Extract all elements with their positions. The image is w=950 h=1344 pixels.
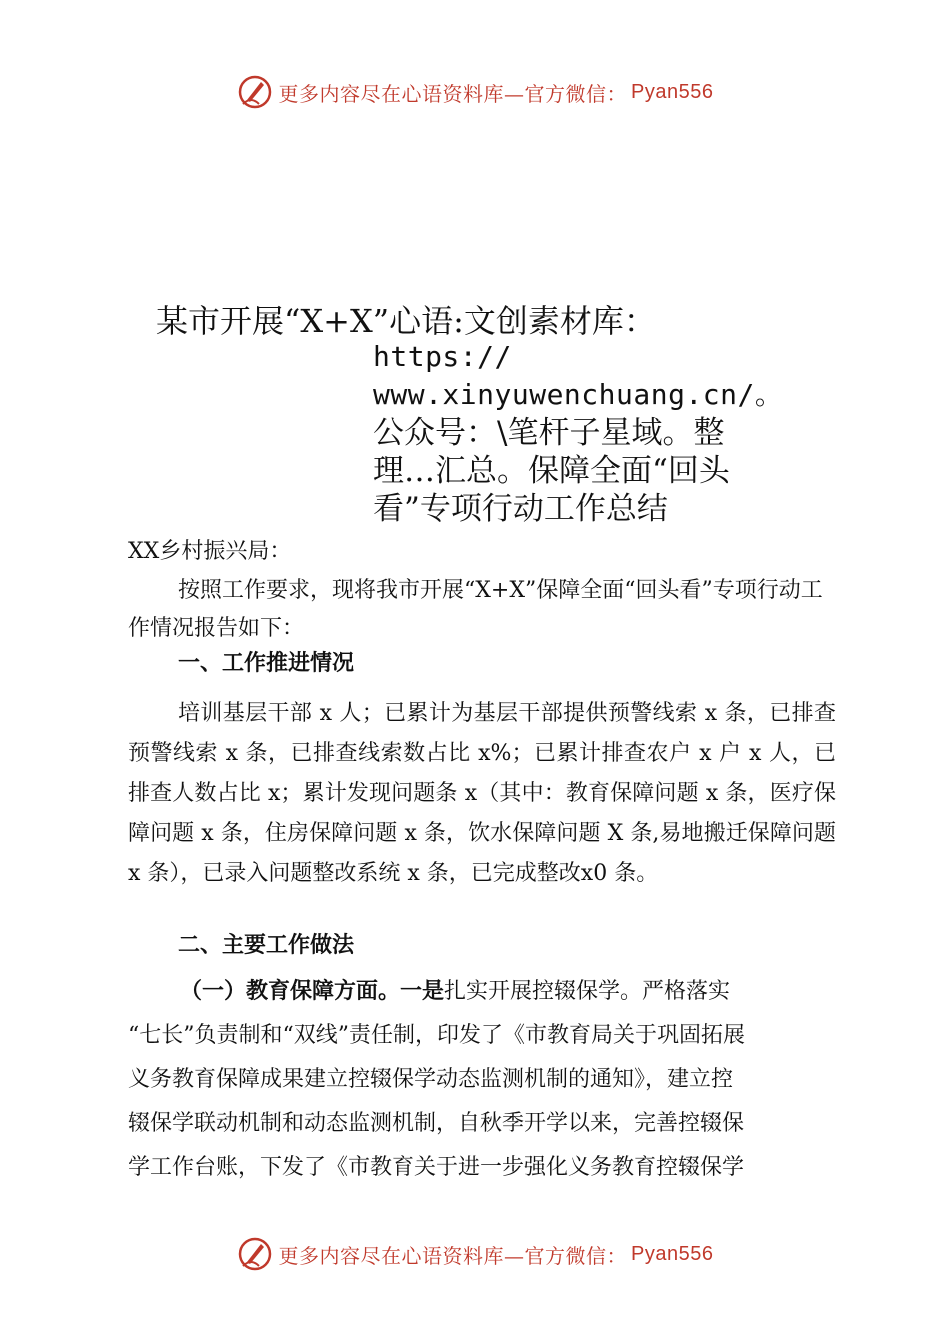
education-line1 [128,970,836,1014]
salutation: XX乡村振兴局： [128,539,292,564]
header-watermark-banner [0,72,950,112]
title-line5: 理…汇总。保障全面“回头 [373,453,730,489]
education-label: （一）教育保障方面。一是 [180,979,445,1004]
banner-wechat-id: Pyan556 [631,1242,714,1265]
title-url-line2: www.xinyuwenchuang.cn/。 [373,378,784,411]
intro-paragraph: 按照工作要求，现将我市开展“X+X”保障全面“回头看”专项行动工作情况报告如下： [128,578,823,641]
banner-wechat-id: Pyan556 [631,80,714,103]
education-line4: 辍保学联动机制和动态监测机制，自秋季开学以来，完善控辍保 [128,1111,745,1136]
section2-heading: 二、主要工作做法 [178,933,355,958]
education-line3: 义务教育保障成果建立控辍保学动态监测机制的通知》，建立控 [128,1067,734,1092]
banner-text: 更多内容尽在心语资料库—官方微信： [278,81,628,106]
banner-text: 更多内容尽在心语资料库—官方微信： [278,1243,628,1268]
education-line1-text: 扎实开展控辍保学。严格落实 [444,979,731,1004]
section1-heading: 一、工作推进情况 [178,651,355,676]
education-line2: “七长”负责制和“双线”责任制，印发了《市教育局关于巩固拓展 [128,1023,745,1048]
education-line5: 学工作台账，下发了《市教育关于进一步强化义务教育控辍保学 [128,1155,745,1180]
footer-watermark-banner [0,1234,950,1274]
quill-circle-icon [237,1236,273,1272]
document-title-line1: 某市开展“X+X”心语:文创素材库： [156,302,656,340]
title-line6: 看”专项行动工作总结 [373,491,668,527]
title-line4: 公众号：\笔杆子星域。整 [373,415,725,451]
education-paragraph [128,970,836,1190]
section1-paragraph: 培训基层干部 x 人；已累计为基层干部提供预警线索 x 条，已排查预警线索 x 条，已排查线索数占比 x%；已累计排查农户 x 户 x 人，已排查人数占比 x；累计发现问题条 x（其中：教育保障问题 x 条，医疗保障问题 x 条，住房保障问题 x 条，饮水保障问题 X 条,易地搬迁保障问题 x 条），已录入问题整改系统 x 条，已完成整改x0 条。 [128,701,836,886]
document-title-continuation [373,338,813,528]
title-url-line1: https:// [373,340,512,373]
quill-circle-icon [237,74,273,110]
